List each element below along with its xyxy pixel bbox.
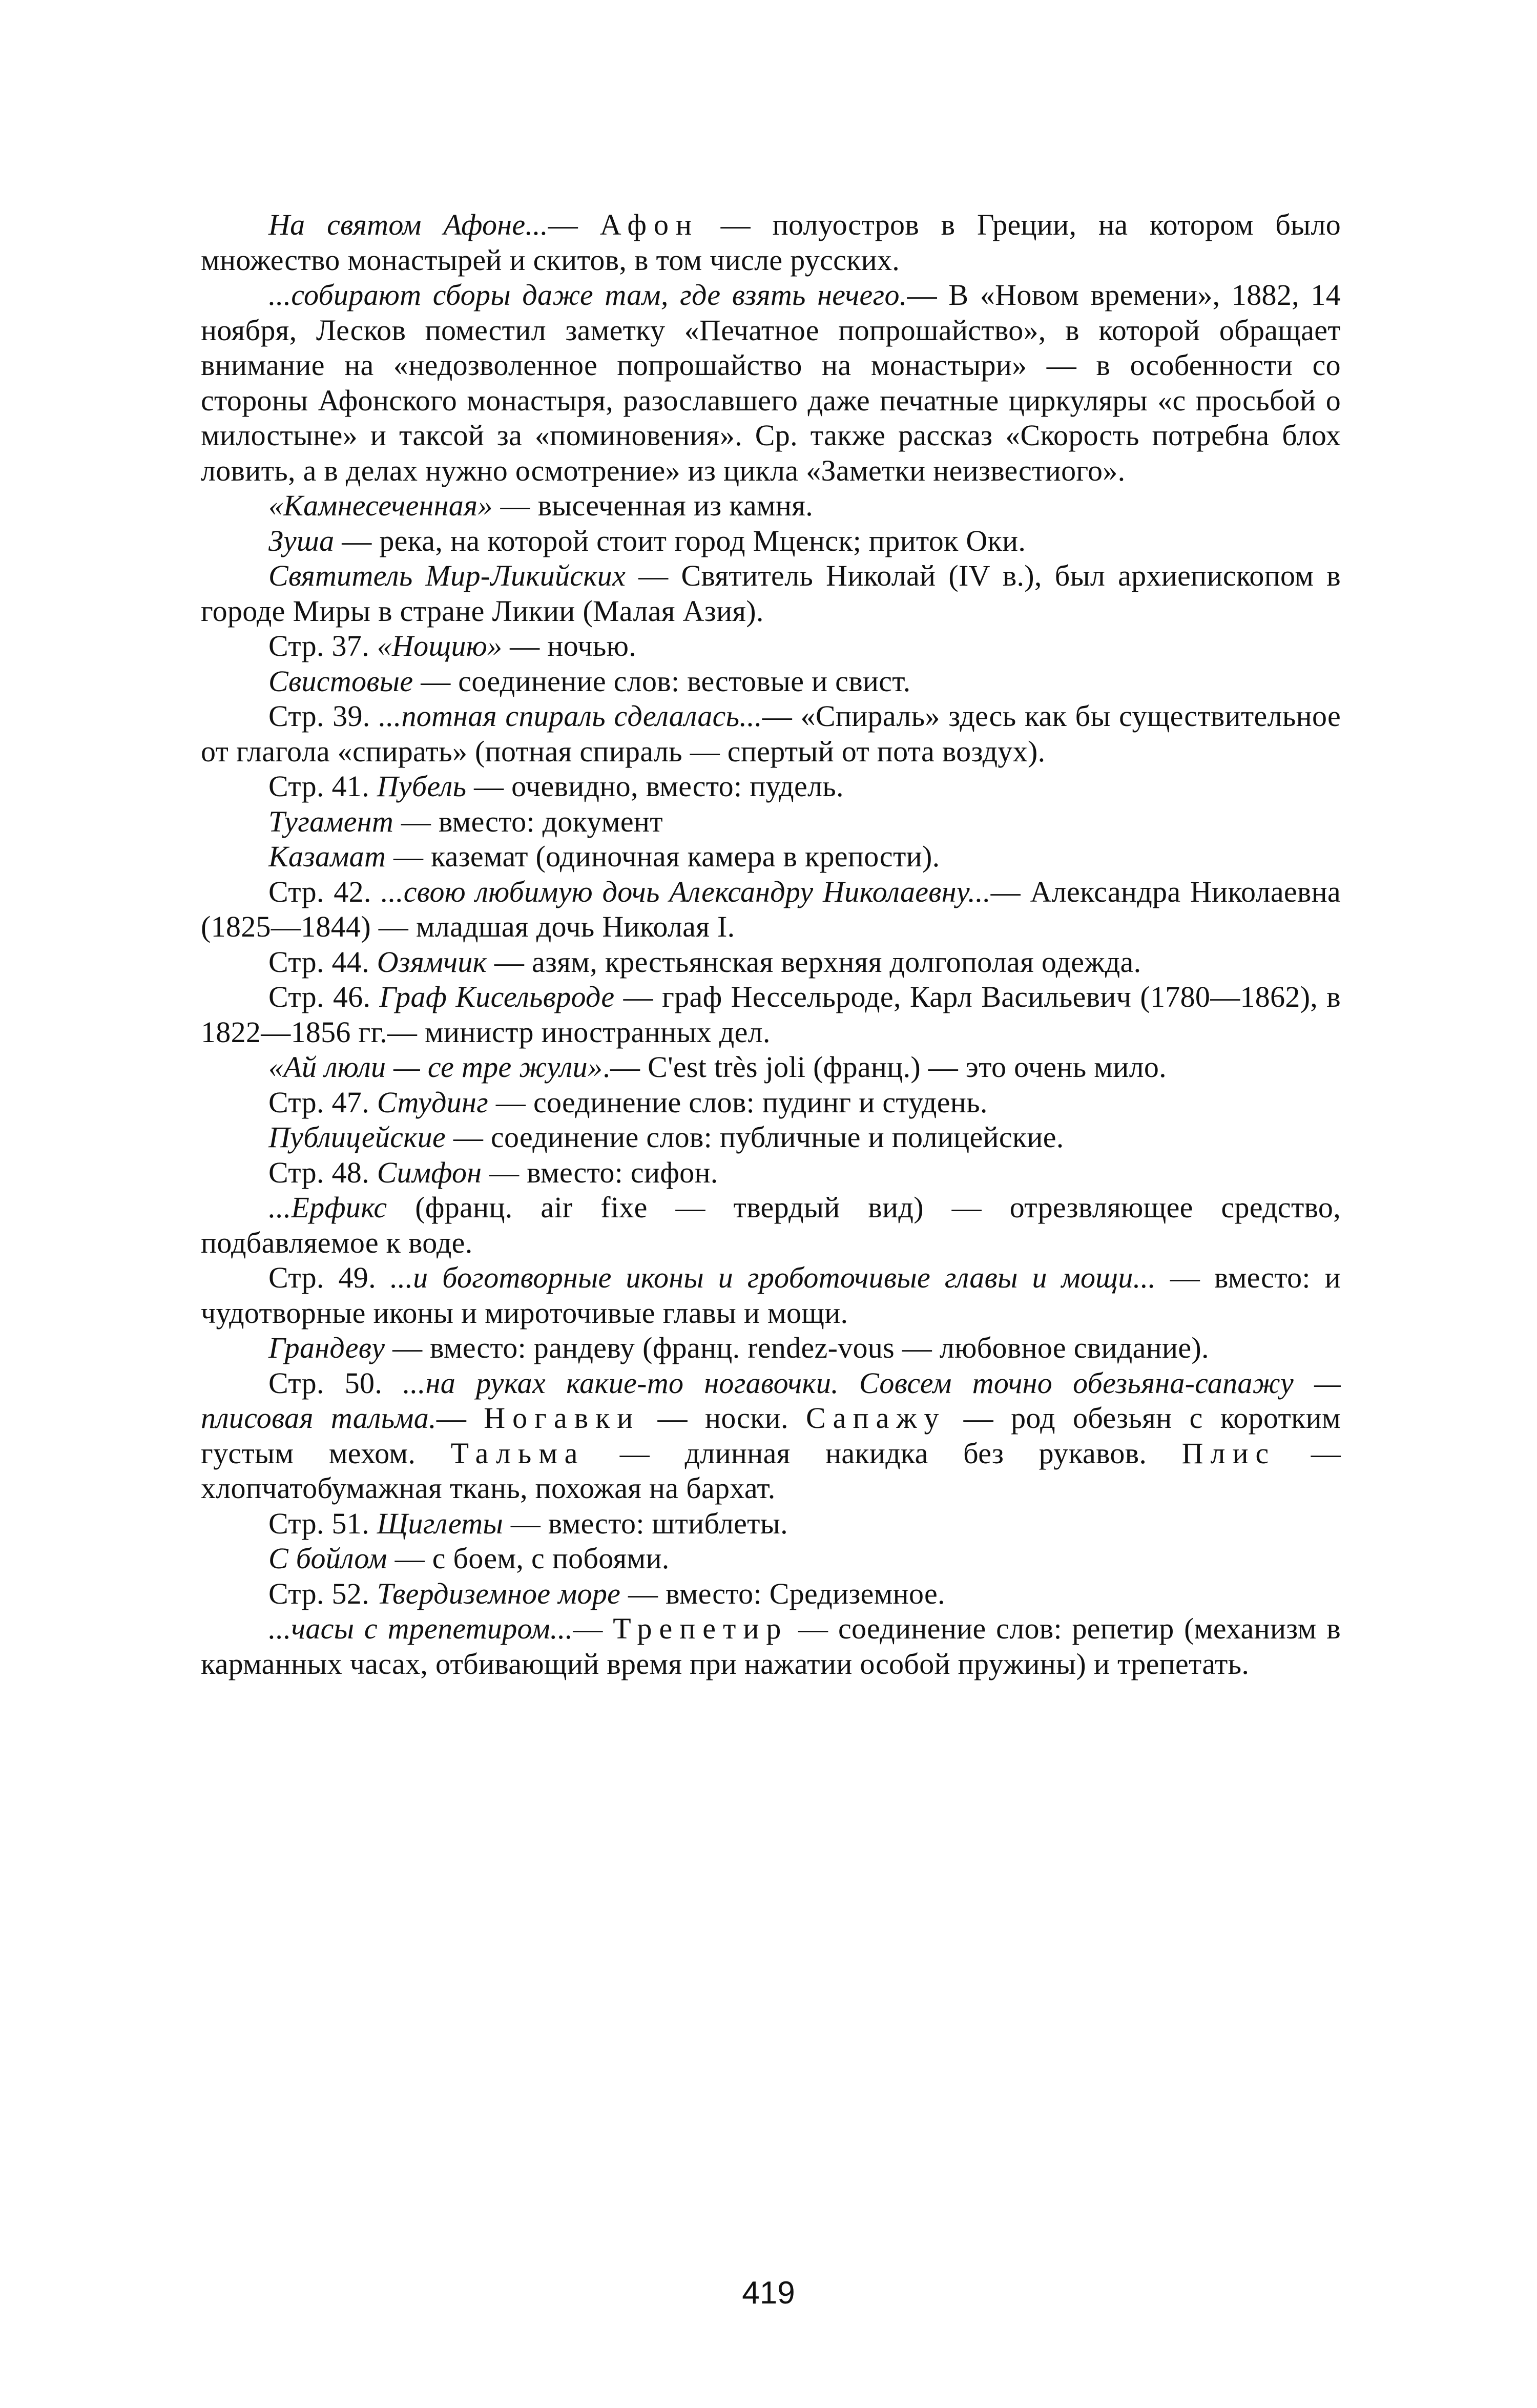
text-run: — вместо: рандеву (франц. rendez-vous — любовное свидание). [385,1331,1209,1364]
text-run: Стр. 49. [268,1261,390,1294]
commentary-paragraph [201,629,1341,664]
text-run: — род обезьян с коротким густым мехом. [201,1401,1341,1470]
text-run: — соединение слов: пудинг и студень. [488,1085,988,1119]
text-run: — Александра Николаевна (1825—1844) — младшая дочь Николая I. [201,875,1341,943]
italic-term: Грандеву [268,1331,385,1364]
text-run: — соединение слов: вестовые и свист. [413,664,911,698]
text-run: — вместо: и чудотворные иконы и мироточивые главы и мощи. [201,1261,1341,1330]
spaced-term: Афон [599,208,699,241]
italic-term: ...и боготворные иконы и гроботочивые главы и мощи... [390,1261,1156,1294]
commentary-paragraph [201,1120,1341,1155]
text-run: — вместо: документ [393,804,663,838]
commentary-paragraph [201,1541,1341,1576]
commentary-paragraph [201,699,1341,769]
italic-term: На святом Афоне... [268,208,548,241]
spaced-term: Плис [1181,1436,1276,1470]
text-run: Стр. 47. [268,1085,377,1119]
italic-term: Тугамент [268,804,394,838]
commentary-paragraph [201,488,1341,524]
text-run: — азям, крестьянская верхняя долгополая одежда. [487,945,1141,979]
italic-term: Студинг [377,1085,489,1119]
text-run: — В «Новом времени», 1882, 14 ноября, Лесков поместил заметку «Печатное попрошайство», в которой обращает внимание на «недозволенное попрошайство на монастыри» — в особенности со стороны Афонского монастыря, разославшего даже печатные циркуляры «с просьбой о милостыне» и таксой за «поминовения». Ср. также рассказ «Скорость потребна блох ловить, а в делах нужно осмотрение» из цикла «Заметки неизвестиого». [201,278,1341,487]
text-run: — [436,1401,484,1435]
italic-term: Щиглеты [377,1506,504,1540]
text-run: — с боем, с побоями. [387,1542,670,1575]
italic-term: Свистовые [268,664,413,698]
italic-term: Публицейские [268,1120,446,1154]
text-run: .— C'est très joli (франц.) — это очень мило. [603,1050,1167,1084]
italic-term: «Камнесеченная» [268,489,493,522]
text-run: Стр. 44. [268,945,377,979]
italic-term: ...свою любимую дочь Александру Николаевну... [381,875,991,908]
text-run: — ночью. [502,629,637,662]
text-run: Стр. 39. [268,699,379,733]
text-run: — «Спираль» здесь как бы существительное от глагола «спирать» (потная спираль — спертый от пота воздух). [201,699,1341,768]
text-run: — хлопчатобумажная ткань, похожая на бархат. [201,1436,1341,1505]
text-run: — вместо: сифон. [482,1155,718,1189]
italic-term: «Нощию» [377,629,503,662]
text-run: Стр. 37. [268,629,377,662]
italic-term: ...на руках какие-то ногавочки. Совсем точно обезьяна-сапажу — плисовая тальма. [201,1366,1341,1435]
italic-term: Озямчик [377,945,487,979]
text-run: — полуостров в Греции, на котором было множество монастырей и скитов, в том числе русских. [201,208,1341,277]
italic-term: ...часы с трепетиром... [268,1612,573,1645]
text-run: — река, на которой стоит город Мценск; приток Оки. [334,524,1026,557]
commentary-paragraph [201,524,1341,559]
text-run: — [548,208,600,241]
commentary-paragraph [201,769,1341,804]
commentary-paragraph [201,1576,1341,1612]
spaced-term: Сапажу [805,1401,946,1435]
spaced-term: Тальма [450,1436,585,1470]
text-run: (франц. air fixe — твердый вид) — отрезвляющее средство, подбавляемое к воде. [201,1191,1341,1259]
text-run: — очевидно, вместо: пудель. [466,770,844,803]
italic-term: С бойлом [268,1542,387,1575]
italic-term: Казамат [268,840,386,873]
italic-term: Зуша [268,524,335,557]
commentary-paragraph [201,1331,1341,1366]
commentary-paragraph [201,1506,1341,1542]
commentary-paragraph [201,1190,1341,1260]
commentary-paragraph [201,980,1341,1050]
text-run: — вместо: Средиземное. [620,1576,945,1610]
italic-term: Пубель [377,770,467,803]
italic-term: «Ай люли — се тре жули» [268,1050,603,1084]
italic-term: ...Ерфикс [268,1191,387,1224]
text-run: — каземат (одиночная камера в крепости). [386,840,940,873]
commentary-paragraph [201,1085,1341,1120]
text-run: Стр. 51. [268,1506,377,1540]
commentary-paragraph [201,278,1341,488]
text-run: Стр. 46. [268,980,380,1013]
text-run: Стр. 50. [268,1366,403,1400]
italic-term: ...собирают сборы даже там, где взять нечего. [268,278,907,312]
commentary-paragraph [201,804,1341,840]
commentary-paragraph [201,664,1341,699]
commentary-text [201,207,1341,1682]
text-run: Стр. 48. [268,1155,377,1189]
italic-term: ...потная спираль сделалась... [379,699,762,733]
commentary-paragraph [201,207,1341,278]
commentary-paragraph [201,1050,1341,1085]
spaced-term: Ногавки [484,1401,640,1435]
commentary-paragraph [201,1611,1341,1682]
text-run: Стр. 52. [268,1576,377,1610]
italic-term: Граф Кисельвроде [379,980,615,1013]
text-run: — Святитель Николай (IV в.), был архиепископом в городе Миры в стране Ликии (Малая Азия). [201,559,1341,628]
text-run: — граф Нессельроде, Карл Васильевич (1780—1862), в 1822—1856 гг.— министр иностранных дел. [201,980,1341,1049]
commentary-paragraph [201,1155,1341,1191]
text-run: — высеченная из камня. [492,489,814,522]
commentary-paragraph [201,875,1341,945]
italic-term: Симфон [377,1155,482,1189]
text-run: Стр. 42. [268,875,381,908]
text-run: — соединение слов: публичные и полицейские. [446,1120,1064,1154]
page-number: 419 [742,2275,795,2311]
commentary-paragraph [201,839,1341,875]
text-run: — [573,1612,613,1645]
text-run: — носки. [640,1401,806,1435]
text-run: — вместо: штиблеты. [503,1506,788,1540]
italic-term: Святитель Мир-Ликийских [268,559,626,592]
italic-term: Твердиземное море [377,1576,621,1610]
commentary-paragraph [201,1260,1341,1331]
commentary-paragraph [201,945,1341,980]
spaced-term: Трепетир [613,1612,788,1645]
commentary-paragraph [201,558,1341,629]
text-run: — соединение слов: репетир (механизм в карманных часах, отбивающий время при нажатии особой пружины) и трепетать. [201,1612,1341,1680]
text-run: Стр. 41. [268,770,377,803]
text-run: — длинная накидка без рукавов. [585,1436,1182,1470]
commentary-paragraph [201,1366,1341,1506]
